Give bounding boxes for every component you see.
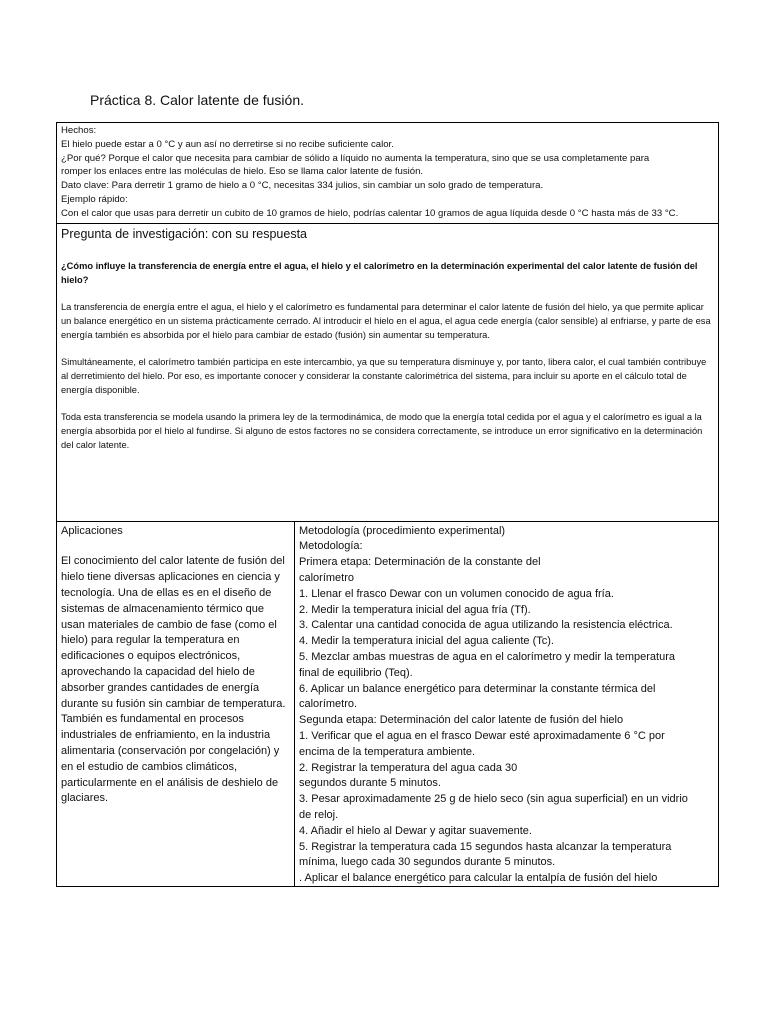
methodology-line: calorímetro. — [299, 698, 358, 711]
research-question: ¿Cómo influye la transferencia de energía entre el agua, el hielo y el calorímetro en la determinación experimental del calor latente de fusión del hielo? — [61, 260, 698, 285]
methodology-line: segundos durante 5 minutos. — [299, 777, 441, 790]
facts-line: ¿Por qué? Porque el calor que necesita para cambiar de sólido a líquido no aumenta la temperatura, sino que se usa completamente para — [61, 152, 650, 164]
methodology-line: calorímetro — [299, 571, 355, 584]
methodology-line: 1. Verificar que el agua en el frasco Dewar esté aproximadamente 6 °C por — [299, 729, 665, 742]
methodology-cell — [295, 522, 718, 886]
facts-line: romper los enlaces entre las moléculas de hielo. Eso se llama calor latente de fusión. — [61, 166, 424, 178]
methodology-line: Metodología (procedimiento experimental) — [299, 524, 506, 537]
answer-paragraph: Simultáneamente, el calorímetro también participa en este intercambio, ya que su temperatura disminuye y, por tanto, libera calor, el cual también contribuye al derretimiento del hielo. Por eso, es importante conocer y considerar la constante calorimétrica del sistema, para incluir su aporte en el cálculo total de energía disponible. — [61, 356, 707, 395]
research-heading: Pregunta de investigación: con su respuesta — [61, 226, 307, 241]
methodology-line: 4. Medir la temperatura inicial del agua caliente (Tc). — [299, 635, 554, 648]
methodology-line: mínima, luego cada 30 segundos durante 5 minutos. — [299, 856, 556, 869]
facts-line: Hechos: — [61, 125, 97, 136]
facts-line: Dato clave: Para derretir 1 gramo de hielo a 0 °C, necesitas 334 julios, sin cambiar un solo grado de temperatura. — [61, 180, 544, 192]
methodology-line: 6. Aplicar un balance energético para determinar la constante térmica del — [299, 682, 656, 695]
report-table — [56, 122, 719, 887]
facts-line: El hielo puede estar a 0 °C y aun así no derretirse si no recibe suficiente calor. — [61, 138, 394, 150]
methodology-line: 4. Añadir el hielo al Dewar y agitar suavemente. — [299, 824, 532, 837]
facts-line: Ejemplo rápido: — [61, 193, 128, 205]
methodology-line: 2. Registrar la temperatura del agua cada 30 — [299, 761, 518, 774]
facts-cell — [57, 123, 718, 224]
methodology-line: encima de la temperatura ambiente. — [299, 745, 476, 758]
research-cell — [57, 226, 718, 522]
page-title: Práctica 8. Calor latente de fusión. — [90, 92, 305, 108]
methodology-line: Primera etapa: Determinación de la constante del — [299, 556, 541, 569]
methodology-line: Metodología: — [299, 540, 363, 553]
answer-paragraph: Toda esta transferencia se modela usando la primera ley de la termodinámica, de modo que la energía total cedida por el agua y el calorímetro es igual a la energía absorbida por el hielo al fundirse. Si alguno de estos factores no se considera correctamente, se introduce un error significativo en la determinación del calor latente. — [61, 411, 703, 450]
applications-cell — [57, 522, 295, 886]
methodology-line: 3. Pesar aproximadamente 25 g de hielo seco (sin agua superficial) en un vidrio — [299, 793, 688, 806]
methodology-line: 3. Calentar una cantidad conocida de agua utilizando la resistencia eléctrica. — [299, 619, 673, 632]
answer-paragraph: La transferencia de energía entre el agua, el hielo y el calorímetro es fundamental para determinar el calor latente de fusión del hielo, ya que permite aplicar un balance energético en un sistema prácticamente cerrado. Al introducir el hielo en el agua, el agua cede energía (calor sensible) al enfriarse, y parte de esa energía también es absorbida por el hielo para cambiar de estado (fusión) sin aumentar su temperatura. — [61, 301, 711, 340]
facts-line: Con el calor que usas para derretir un cubito de 10 gramos de hielo, podrías calentar 10 gramos de agua líquida desde 0 °C hasta más de 33 °C. — [61, 207, 679, 219]
methodology-line: Segunda etapa: Determinación del calor latente de fusión del hielo — [299, 714, 624, 727]
methodology-line: 2. Medir la temperatura inicial del agua fría (Tf). — [299, 603, 531, 616]
methodology-line: . Aplicar el balance energético para calcular la entalpía de fusión del hielo — [299, 872, 658, 885]
bottom-row — [57, 522, 718, 886]
methodology-line: 1. Llenar el frasco Dewar con un volumen conocido de agua fría. — [299, 587, 614, 600]
applications-text: El conocimiento del calor latente de fusión del hielo tiene diversas aplicaciones en ciencia y tecnología. Una de ellas es en el diseño de sistemas de almacenamiento térmico que usan materiales de cambio de fase (como el hielo) para regular la temperatura en edificaciones o equipos electrónicos, aprovechando la capacidad del hielo de absorber grandes cantidades de energía durante su fusión sin cambiar de temperatura. También es fundamental en procesos industriales de enfriamiento, en la industria alimentaria (conservación por congelación) y en el estudio de cambios climáticos, particularmente en el análisis de deshielo de glaciares. — [61, 555, 286, 805]
methodology-line: final de equilibrio (Teq). — [299, 666, 413, 679]
applications-heading: Aplicaciones — [61, 524, 123, 537]
methodology-line: 5. Mezclar ambas muestras de agua en el calorímetro y medir la temperatura — [299, 650, 675, 663]
methodology-line: 5. Registrar la temperatura cada 15 segundos hasta alcanzar la temperatura — [299, 840, 672, 853]
methodology-line: de reloj. — [299, 808, 339, 821]
